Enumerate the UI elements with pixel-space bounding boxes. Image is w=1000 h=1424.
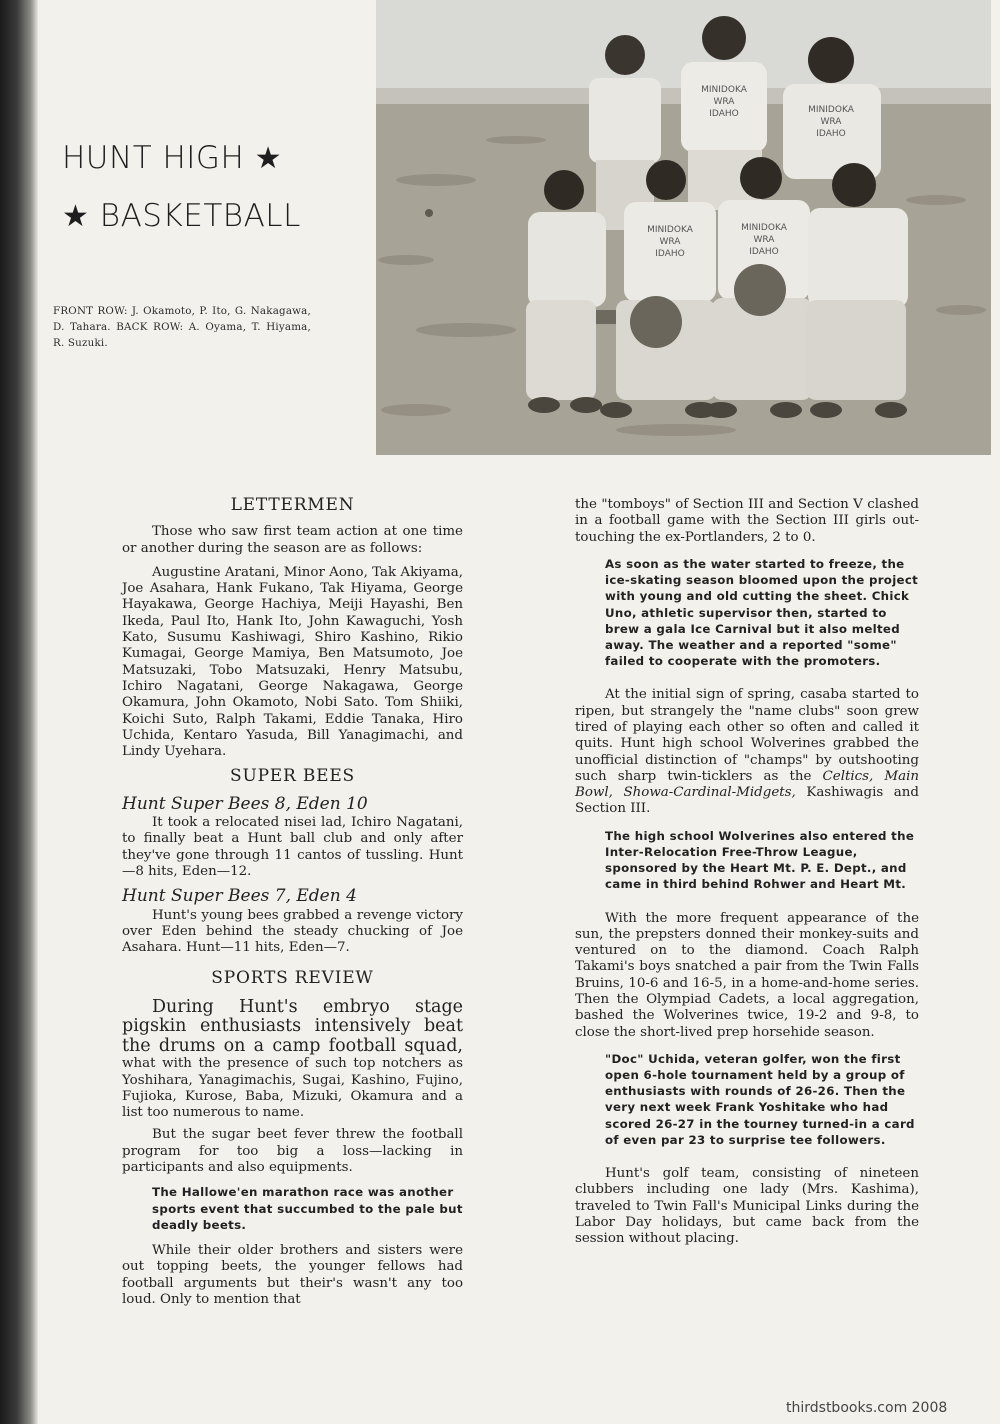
team-names-italic: Celtics, Main Bowl, Showa-Cardinal-Midgets, — [575, 768, 920, 801]
page-title-line1 — [62, 140, 382, 176]
shirt-text: IDAHO — [655, 249, 685, 259]
game2-title: Hunt Super Bees 7, Eden 4 — [122, 886, 357, 907]
shirt-text: WRA — [753, 235, 775, 245]
ice-skating-note: As soon as the water started to freeze, the ice-skating season bloomed upon the project with young and old cutting the sheet. Chick Uno, athletic supervisor then, started to brew a gala Ice Carnival but it also melted away. The weather and a reported "some" failed to cooperate with the promoters. — [605, 556, 919, 669]
basketball-paragraph — [575, 687, 919, 817]
tomboys-paragraph: the "tomboys" of Section III and Section V clashed in a football game with the Section III girls out-touching the ex-Portlanders, 2 to 0. — [575, 497, 919, 545]
super-bees-heading: SUPER BEES — [230, 766, 355, 787]
sports-review-p3: While their older brothers and sisters were out topping beets, the younger fellows had football arguments but their's wasn't any too loud. Only to mention that — [122, 1242, 463, 1307]
title-text-basketball: BASKETBALL — [99, 198, 301, 234]
sports-review-lead-cont: what with the presence of such top notchers as Yoshihara, Yanagimachis, Sugai, Kashino, Fujino, Fujioka, Kurose, Baba, Mizuki, Okamura and a list too numerous to name. — [122, 1056, 463, 1121]
halloween-marathon-note: The Hallowe'en marathon race was another sports event that succumbed to the pale but deadly beets. — [152, 1185, 463, 1232]
shirt-text: WRA — [820, 117, 842, 127]
shirt-text: IDAHO — [709, 109, 739, 119]
shirt-text: MINIDOKA — [647, 225, 693, 235]
watermark: thirdstbooks.com 2008 — [786, 1400, 948, 1416]
lettermen-heading: LETTERMEN — [230, 495, 355, 515]
sports-review-lead: During Hunt's embryo stage pigskin enthusiasts intensively beat the drums on a camp football squad, — [122, 996, 463, 1056]
lettermen-names: Augustine Aratani, Minor Aono, Tak Akiyama, Joe Asahara, Hank Fukano, Tak Hiyama, George Hayakawa, George Hachiya, Meiji Hayashi, Ben Ikeda, Paul Ito, Hank Ito, John Kawaguchi, Yosh Kato, Susumu Kashiwagi, Shiro Kashino, Rikio Kumagai, George Mamiya, Ben Matsumoto, Joe Matsuzaki, Tobo Matsuzaki, Henry Matsubu, Ichiro Nagatani, George Nakagawa, George Okamura, John Okamoto, Nobi Sato. Tom Shiiki, Koichi Suto, Ralph Takami, Eddie Tanaka, Hiro Uchida, Kentaro Yasuda, Bill Yanagimachi, and Lindy Uyehara. — [122, 564, 463, 760]
free-throw-league-note: The high school Wolverines also entered the Inter-Relocation Free-Throw League, sponsored by the Heart Mt. P. E. Dept., and came in third behind Rohwer and Heart Mt. — [605, 828, 915, 892]
sports-review-lead-paragraph — [122, 998, 463, 1122]
basketball — [630, 296, 682, 348]
shirt-text: WRA — [713, 97, 735, 107]
team-photo — [376, 0, 991, 455]
sports-review-p2: But the sugar beet fever threw the football program for too big a loss—lacking in participants and also equipments. — [122, 1127, 463, 1175]
basketball-text-b: Kashiwagis and Section III. — [575, 785, 919, 817]
sports-review-heading: SPORTS REVIEW — [211, 968, 374, 989]
star-icon: ★ — [254, 141, 283, 176]
game1-text: It took a relocated nisei lad, Ichiro Nagatani, to finally beat a Hunt ball club and only after they've gone through 11 cantos of tussling. Hunt—8 hits, Eden—12. — [122, 815, 463, 879]
book-binding-shadow — [0, 0, 38, 1424]
shirt-text: IDAHO — [816, 129, 846, 139]
photo-caption: FRONT ROW: J. Okamoto, P. Ito, G. Nakagawa, D. Tahara. BACK ROW: A. Oyama, T. Hiyama, R. Suzuki. — [53, 305, 311, 349]
game1-title: Hunt Super Bees 8, Eden 10 — [122, 793, 368, 814]
title-text-hunt-high: HUNT HIGH — [62, 140, 245, 176]
basketball-text-a: At the initial sign of spring, casaba started to ripen, but strangely the "name clubs" soon grew tired of playing each other so often and called it quits. Hunt high school Wolverines grabbed the unofficial distinction of "champs" by outshooting such sharp twin-ticklers as the — [575, 687, 919, 784]
shirt-text: MINIDOKA — [701, 85, 747, 95]
shirt-text: MINIDOKA — [808, 105, 854, 115]
shirt-text: IDAHO — [749, 247, 779, 257]
game2-text: Hunt's young bees grabbed a revenge victory over Eden behind the steady chucking of Joe Asahara. Hunt—11 hits, Eden—7. — [122, 907, 463, 956]
golf-tournament-note: "Doc" Uchida, veteran golfer, won the first open 6-hole tournament held by a group of enthusiasts with rounds of 26-26. Then the very next week Frank Yoshitake who had scored 26-27 in the tourney turned-in a card of even par 23 to surprise tee followers. — [605, 1051, 915, 1147]
baseball-paragraph: With the more frequent appearance of the sun, the prepsters donned their monkey-suits and ventured on to the diamond. Coach Ralph Takami's boys snatched a pair from the Twin Falls Bruins, 10-6 and 16-5, in a home-and-home series. Then the Olympiad Cadets, a local aggregation, bashed the Wolverines twice, 19-2 and 9-8, to close the short-lived prep horsehide season. — [575, 910, 919, 1040]
lettermen-intro: Those who saw first team action at one time or another during the season are as follows: — [122, 524, 463, 556]
star-icon: ★ — [62, 199, 90, 234]
right-column — [575, 497, 919, 1256]
shirt-text: WRA — [659, 237, 681, 247]
left-column — [122, 497, 463, 1316]
golf-team-paragraph: Hunt's golf team, consisting of nineteen clubbers including one lady (Mrs. Kashima), traveled to Twin Fall's Municipal Links during the Labor Day holidays, but came back from the session without placing. — [575, 1166, 919, 1247]
basketball — [734, 264, 786, 316]
page-title-line2 — [62, 198, 382, 234]
shirt-text: MINIDOKA — [741, 223, 787, 233]
